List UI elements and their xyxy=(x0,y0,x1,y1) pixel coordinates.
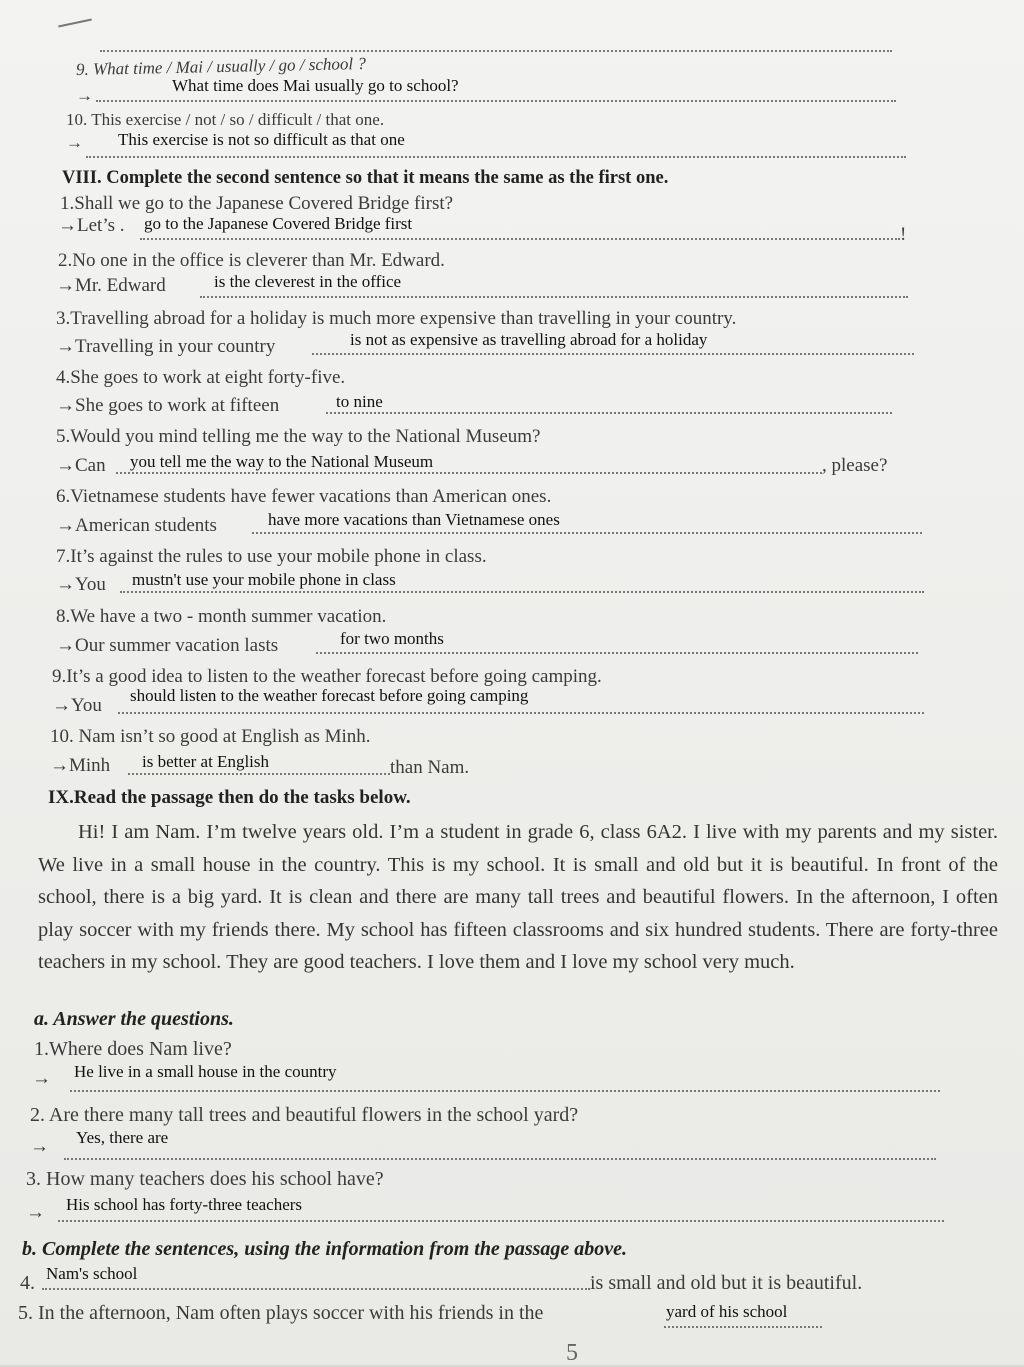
answer-line xyxy=(70,1090,940,1092)
viii-a1-answer: go to the Japanese Covered Bridge first xyxy=(144,214,413,233)
ix-a-answer2: Yes, there are xyxy=(76,1128,169,1147)
viii-q4: 4.She goes to work at eight forty-five. xyxy=(56,367,346,388)
viii-q10: 10. Nam isn’t so good at English as Minh. xyxy=(50,726,371,747)
ix-b-q5: 5. In the afternoon, Nam often plays soccer with his friends in the xyxy=(18,1302,544,1324)
arrow-icon: → xyxy=(58,215,77,236)
arrow-icon: → xyxy=(32,1068,51,1089)
answer-line xyxy=(96,100,896,102)
viii-a2-lead: Mr. Edward xyxy=(75,275,166,296)
arrow-icon: → xyxy=(50,755,69,776)
ix-b-q4-num: 4. xyxy=(20,1272,35,1294)
page-number: 5 xyxy=(566,1340,578,1366)
arrow-icon: → xyxy=(66,133,83,152)
answer-line xyxy=(42,1288,590,1290)
viii-a4-lead: She goes to work at fifteen xyxy=(75,395,280,416)
answer-line xyxy=(64,1158,936,1160)
viii-a7-lead: You xyxy=(75,574,106,595)
viii-a3-lead: Travelling in your country xyxy=(75,336,276,357)
ix-a-answer3: His school has forty-three teachers xyxy=(66,1195,303,1214)
arrow-icon: → xyxy=(56,395,75,416)
viii-q6: 6.Vietnamese students have fewer vacations than American ones. xyxy=(56,486,552,507)
viii-a6-lead: American students xyxy=(75,515,217,536)
ix-a-q1: 1.Where does Nam live? xyxy=(34,1038,232,1060)
section-ix-heading: IX.Read the passage then do the tasks below. xyxy=(48,787,411,808)
ix-b-q4-tail: is small and old but it is beautiful. xyxy=(590,1272,863,1294)
viii-a8-answer: for two months xyxy=(340,629,444,648)
viii-q8: 8.We have a two - month summer vacation. xyxy=(56,606,387,627)
viii-a5-lead: Can xyxy=(75,455,106,476)
viii-a5-answer: you tell me the way to the National Museum xyxy=(130,452,434,471)
arrow-icon: → xyxy=(56,336,75,357)
arrow-icon: → xyxy=(52,695,71,716)
answer-line xyxy=(140,238,900,240)
vii-q10-answer: This exercise is not so difficult as that one xyxy=(118,130,405,149)
viii-q1: 1.Shall we go to the Japanese Covered Bridge first? xyxy=(60,193,454,214)
arrow-icon: → xyxy=(56,455,75,476)
part-b-heading: b. Complete the sentences, using the information from the passage above. xyxy=(22,1238,628,1260)
ix-a-answer1: He live in a small house in the country xyxy=(74,1062,337,1081)
answer-line xyxy=(316,652,918,654)
viii-a9-answer: should listen to the weather forecast before going camping xyxy=(130,686,529,705)
viii-q7: 7.It’s against the rules to use your mobile phone in class. xyxy=(56,546,487,567)
answer-line xyxy=(128,773,390,775)
arrow-icon: → xyxy=(56,515,75,536)
ix-a-q2: 2. Are there many tall trees and beautiful flowers in the school yard? xyxy=(30,1104,579,1126)
answer-line xyxy=(312,353,914,355)
viii-q9: 9.It’s a good idea to listen to the weather forecast before going camping. xyxy=(52,666,602,687)
viii-a4-answer: to nine xyxy=(336,392,383,411)
viii-a1-lead: Let’s . xyxy=(77,215,125,236)
arrow-icon: → xyxy=(56,275,75,296)
answer-line xyxy=(664,1326,822,1328)
viii-a10-answer: is better at English xyxy=(142,752,270,771)
arrow-icon: → xyxy=(30,1136,49,1157)
dotted-line xyxy=(100,50,892,52)
viii-a5-tail: , please? xyxy=(822,455,888,476)
section-viii-heading: VIII. Complete the second sentence so that it means the same as the first one. xyxy=(62,168,669,188)
vii-q9-answer: What time does Mai usually go to school? xyxy=(172,76,459,95)
answer-line xyxy=(200,296,908,298)
arrow-icon: → xyxy=(56,574,75,595)
ix-b-answer5: yard of his school xyxy=(666,1302,788,1321)
answer-line xyxy=(86,156,906,158)
pen-mark xyxy=(58,18,92,27)
viii-q2: 2.No one in the office is cleverer than Mr. Edward. xyxy=(58,250,445,271)
answer-line xyxy=(118,712,924,714)
viii-q5: 5.Would you mind telling me the way to the National Museum? xyxy=(56,426,541,447)
viii-a3-answer: is not as expensive as travelling abroad for a holiday xyxy=(350,330,708,349)
answer-line xyxy=(326,412,892,414)
viii-a10-tail: than Nam. xyxy=(390,757,470,778)
arrow-icon: → xyxy=(26,1202,45,1223)
answer-line xyxy=(116,472,822,474)
reading-passage xyxy=(38,816,998,979)
arrow-icon: → xyxy=(56,635,75,656)
vii-q10-prompt: 10. This exercise / not / so / difficult / that one. xyxy=(66,110,385,129)
viii-a7-answer: mustn't use your mobile phone in class xyxy=(132,570,396,589)
part-a-heading: a. Answer the questions. xyxy=(34,1008,234,1030)
viii-a2-answer: is the cleverest in the office xyxy=(214,272,402,291)
ix-a-q3: 3. How many teachers does his school have? xyxy=(26,1168,384,1190)
vii-q9-prompt: 9. What time / Mai / usually / go / school ? xyxy=(75,53,367,80)
answer-line xyxy=(252,532,922,534)
viii-a10-lead: Minh xyxy=(69,755,111,776)
answer-line xyxy=(58,1220,944,1222)
viii-q3: 3.Travelling abroad for a holiday is much more expensive than travelling in your country. xyxy=(56,308,737,329)
viii-a8-lead: Our summer vacation lasts xyxy=(75,635,279,656)
passage-text: Hi! I am Nam. I’m twelve years old. I’m a student in grade 6, class 6A2. I live with my parents and my sister. We live in a small house in the country. This is my school. It is small and old but it is beautiful. In front of the school, there is a big yard. It is clean and there are many tall trees and beautiful flowers. In the afternoon, I often play soccer with my friends there. My school has fifteen classrooms and six hundred students. There are forty-three teachers in my school. They are good teachers. I love them and I love my school very much. xyxy=(38,821,998,973)
arrow-icon: → xyxy=(76,86,93,105)
viii-a1-tail: ! xyxy=(900,224,907,245)
ix-b-answer4: Nam's school xyxy=(46,1264,138,1283)
viii-a6-answer: have more vacations than Vietnamese ones xyxy=(268,510,560,529)
answer-line xyxy=(120,591,924,593)
viii-a9-lead: You xyxy=(71,695,102,716)
